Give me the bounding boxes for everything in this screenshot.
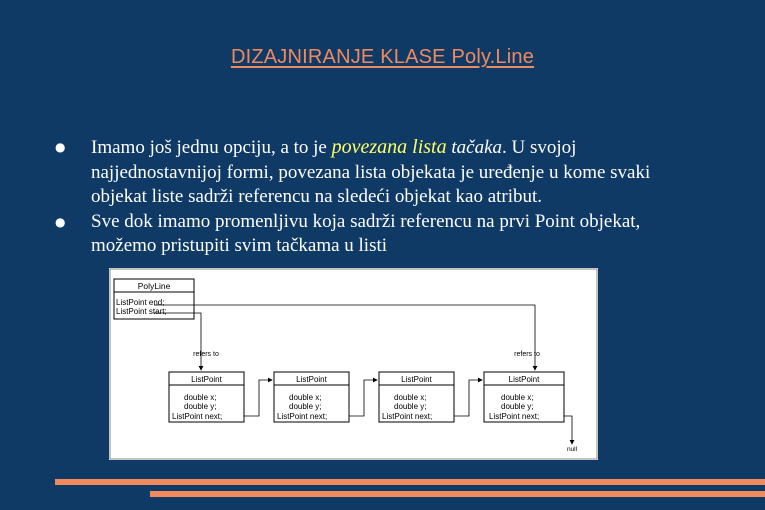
highlighted-term: povezana lista (331, 136, 447, 158)
node-field-y: double y; (501, 402, 534, 411)
node-field-x: double x; (501, 393, 534, 402)
bullet-item (55, 210, 705, 259)
bullet-text-continued: . U svojoj najjednostavnijoj formi, povezana lista objekata je uređenje u kome svaki objekat liste sadrži referencu na sledeći objekat kao atribut. (91, 137, 651, 207)
node-title: ListPoint (401, 375, 432, 384)
list-point-node (274, 372, 349, 422)
accent-bar-bottom (150, 491, 765, 497)
node-field-y: double y; (289, 402, 322, 411)
class-field-start: ListPoint start; (116, 307, 167, 316)
node-field-next: ListPoint next; (172, 412, 223, 421)
node-field-next: ListPoint next; (489, 412, 540, 421)
node-field-x: double x; (289, 393, 322, 402)
node-field-x: double x; (394, 393, 427, 402)
bullet-dot-icon: ● (55, 140, 66, 154)
node-field-next: ListPoint next; (277, 412, 328, 421)
list-point-node (484, 372, 564, 422)
node-title: ListPoint (508, 375, 540, 384)
bullet-text: Sve dok imamo promenljivu koja sadrži referencu na prvi Point objekat, možemo pristupiti svim tačkama u listi (91, 210, 641, 256)
node-field-y: double y; (394, 402, 427, 411)
refers-to-label-last: refers to (514, 351, 540, 358)
class-name-label: PolyLine (137, 281, 171, 291)
bullet-dot-icon: ● (55, 214, 66, 229)
node-field-next: ListPoint next; (382, 412, 433, 421)
bullet-item (55, 135, 705, 210)
null-label: null (566, 446, 578, 453)
node-title: ListPoint (191, 375, 222, 384)
italic-term: tačaka (446, 137, 503, 158)
node-title: ListPoint (296, 375, 327, 384)
node-field-y: double y; (184, 402, 217, 411)
slide-title: DIZAJNIRANJE KLASE Poly.Line (230, 46, 535, 68)
diagram-svg (109, 268, 598, 460)
node-field-x: double x; (184, 393, 217, 402)
linked-list-diagram (109, 268, 598, 460)
bullet-text: Imamo još jednu opciju, a to je (91, 137, 332, 158)
list-point-node (169, 372, 244, 422)
accent-bar-top (55, 479, 765, 485)
class-field-end: ListPoint end; (116, 298, 165, 307)
refers-to-label-first: refers to (193, 351, 219, 358)
bullet-list (55, 135, 705, 259)
list-point-node (379, 372, 454, 422)
